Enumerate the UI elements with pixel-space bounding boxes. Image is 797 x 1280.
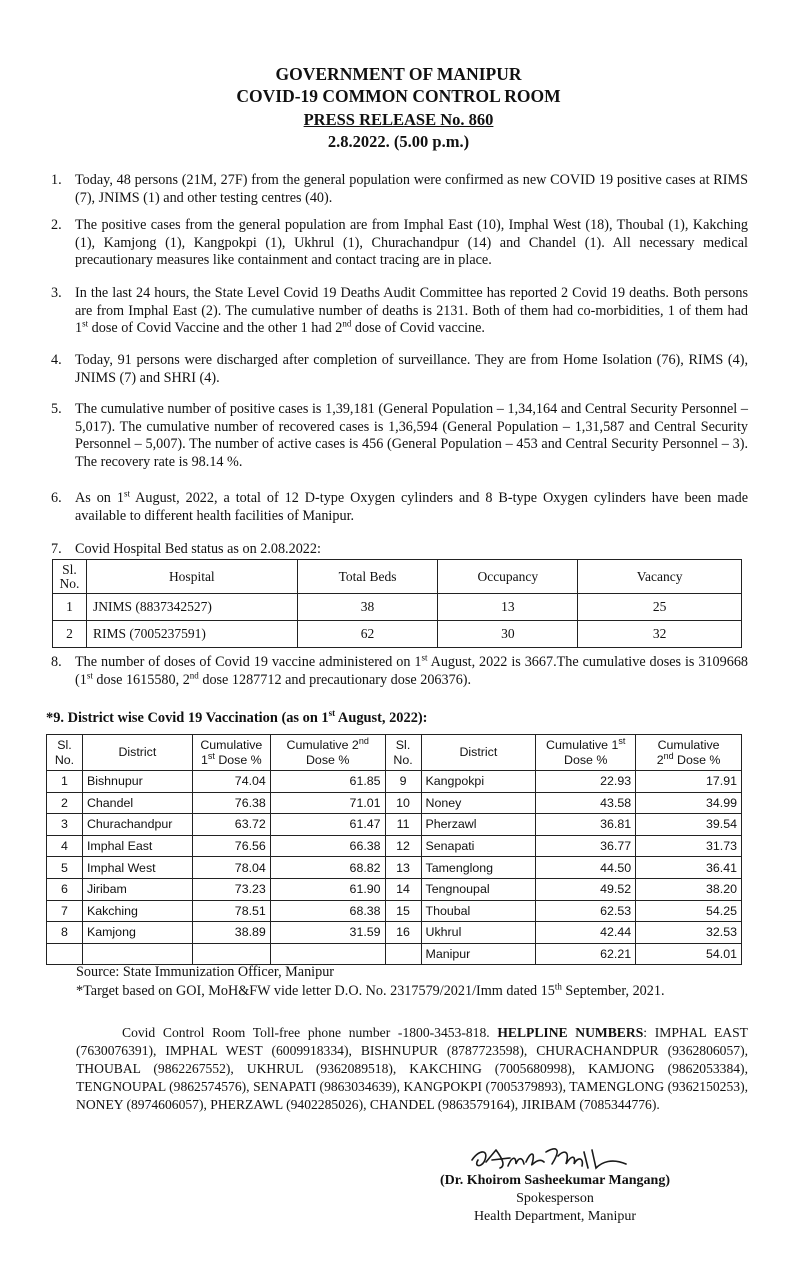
header-sl-no: Sl. No. [47,735,83,771]
cell-sl: 2 [53,621,87,648]
cell-2nd-dose: 68.38 [270,900,385,922]
cell-district: Kakching [82,900,192,922]
cell-2nd-dose: 39.54 [636,814,742,836]
cell-sl: 12 [385,835,421,857]
paragraph-8 [51,654,748,689]
cell-occupancy: 30 [438,621,578,648]
table-row [47,857,742,879]
cell-district: Ukhrul [421,922,536,944]
cell-sl: 11 [385,814,421,836]
cell-1st-dose: 78.51 [192,900,270,922]
cell-1st-dose: 43.58 [536,792,636,814]
table-row [47,878,742,900]
table-row-total [47,943,742,965]
cell-2nd-dose: 31.73 [636,835,742,857]
cell-district: Bishnupur [82,771,192,793]
cell-sl: 6 [47,878,83,900]
cell-district: Manipur [421,943,536,965]
header-occupancy: Occupancy [438,560,578,594]
table-row [53,621,742,648]
header-hospital: Hospital [86,560,297,594]
cell-sl: 7 [47,900,83,922]
paragraph-text: Today, 48 persons (21M, 27F) from the general population were confirmed as new COVID 19 positive cases at RIMS (7), JNIMS (1) and other testing centres (40). [75,172,748,206]
cell-sl: 5 [47,857,83,879]
cell-district: Pherzawl [421,814,536,836]
cell-district: Kamjong [82,922,192,944]
source-note: Source: State Immunization Officer, Manipur [76,964,335,980]
paragraph-number: 6. [51,490,62,506]
cell-2nd-dose: 54.01 [636,943,742,965]
cell-1st-dose: 63.72 [192,814,270,836]
cell-sl: 3 [47,814,83,836]
cell-sl: 1 [47,771,83,793]
cell-2nd-dose: 66.38 [270,835,385,857]
cell-district: Tamenglong [421,857,536,879]
cell-total: 38 [297,594,438,621]
header-cumulative-1st-dose: Cumulative 1st Dose % [192,735,270,771]
paragraph-1 [51,172,748,207]
cell-hospital: JNIMS (8837342527) [86,594,297,621]
cell-sl: 2 [47,792,83,814]
paragraph-number: 1. [51,172,62,188]
cell-district: Tengnoupal [421,878,536,900]
cell-1st-dose: 38.89 [192,922,270,944]
cell-2nd-dose: 54.25 [636,900,742,922]
cell-sl: 13 [385,857,421,879]
cell-district: Jiribam [82,878,192,900]
cell-district: Thoubal [421,900,536,922]
header-control-room: COVID-19 COMMON CONTROL ROOM [236,86,561,106]
cell-2nd-dose: 38.20 [636,878,742,900]
cell-sl: 10 [385,792,421,814]
cell-1st-dose: 76.56 [192,835,270,857]
paragraph-3 [51,285,748,338]
cell-1st-dose: 74.04 [192,771,270,793]
header-sl-no: Sl. No. [53,560,87,594]
press-release-number: PRESS RELEASE No. 860 [303,110,494,129]
paragraph-number: 8. [51,654,62,670]
header-cumulative-1st-dose-right: Cumulative 1st Dose % [536,735,636,771]
cell-1st-dose: 73.23 [192,878,270,900]
paragraph-number: 2. [51,217,62,233]
cell-1st-dose: 49.52 [536,878,636,900]
paragraph-number: 4. [51,352,62,368]
cell-district: Noney [421,792,536,814]
cell-sl: 9 [385,771,421,793]
paragraph-4 [51,352,748,387]
cell-sl: 16 [385,922,421,944]
cell-1st-dose: 42.44 [536,922,636,944]
cell-district: Imphal West [82,857,192,879]
vaccination-table [46,734,742,965]
cell-vacancy: 32 [578,621,742,648]
header-government: GOVERNMENT OF MANIPUR [275,64,522,84]
cell-2nd-dose: 34.99 [636,792,742,814]
cell-1st-dose: 62.53 [536,900,636,922]
cell-sl: 8 [47,922,83,944]
header-cumulative-2nd-dose: Cumulative 2nd Dose % [270,735,385,771]
cell-occupancy: 13 [438,594,578,621]
paragraph-text: Today, 91 persons were discharged after completion of surveillance. They are from Home Isolation (76), RIMS (4), JNIMS (7) and SHRI (4). [75,352,748,386]
paragraph-6 [51,490,748,525]
cell-1st-dose: 22.93 [536,771,636,793]
cell-sl: 15 [385,900,421,922]
paragraph-number: 7. [51,541,62,557]
cell-1st-dose: 44.50 [536,857,636,879]
cell-1st-dose: 62.21 [536,943,636,965]
paragraph-7 [51,541,748,559]
paragraph-text: The number of doses of Covid 19 vaccine administered on 1st August, 2022 is 3667.The cumulative doses is 3109668 (1st dose 1615580, 2nd dose 1287712 and precautionary dose 206376). [75,652,749,688]
paragraph-text: The positive cases from the general population are from Imphal East (10), Imphal West (18), Thoubal (1), Kakching (1), Kamjong (1), Kangpokpi (1), Ukhrul (1), Churachandpur (14) and Chandel (1). All necessary medical precautionary measures like containment and contact tracing are in place. [75,217,748,268]
cell-2nd-dose: 71.01 [270,792,385,814]
section-9-heading: *9. District wise Covid 19 Vaccination (as on 1st August, 2022): [46,708,428,726]
cell-sl: 4 [47,835,83,857]
table-row [47,835,742,857]
signatory-role: Spokesperson [516,1191,594,1206]
hospital-bed-table [52,559,742,648]
helpline-numbers: Covid Control Room Toll-free phone number -1800-3453-818. HELPLINE NUMBERS: IMPHAL EAST (7630076391), IMPHAL WEST (6009918334), BISHNUPUR (8787723598), CHURACHANDPUR (9362806057), THOUBAL (9862267552), UKHRUL (9362089518), KAKCHING (7005680998), KAMJONG (9862053384), TENGNOUPAL (9862574576), SENAPATI (9863034639), KANGPOKPI (7005379893), TAMENGLONG (9362150253), NONEY (8974606057), PHERZAWL (9402285026), CHANDEL (9863579164), JIRIBAM (7085344776). [76,1025,748,1112]
header-district: District [82,735,192,771]
table-row [47,814,742,836]
table-header-row [53,560,742,594]
cell-district: Chandel [82,792,192,814]
paragraph-number: 5. [51,401,62,417]
paragraph-text: In the last 24 hours, the State Level Covid 19 Deaths Audit Committee has reported 2 Covid 19 deaths. Both persons are from Imphal East (2). The cumulative number of deaths is 2131. Both of them had co-morbidities, 1 of them had 1st dose of Covid Vaccine and the other 1 had 2nd dose of Covid vaccine. [75,285,748,336]
paragraph-2 [51,217,748,270]
cell-district: Imphal East [82,835,192,857]
table-row [53,594,742,621]
cell-2nd-dose: 68.82 [270,857,385,879]
header-sl-no-right: Sl. No. [385,735,421,771]
cell-2nd-dose: 61.85 [270,771,385,793]
signature-image [466,1136,636,1176]
paragraph-text: As on 1st August, 2022, a total of 12 D-type Oxygen cylinders and 8 B-type Oxygen cylinders have been made available to different health facilities of Manipur. [75,488,748,524]
header-district-right: District [421,735,536,771]
table-row [47,792,742,814]
table-row [47,922,742,944]
cell-2nd-dose: 31.59 [270,922,385,944]
signatory-department: Health Department, Manipur [473,1209,637,1224]
cell-total: 62 [297,621,438,648]
cell-1st-dose: 36.81 [536,814,636,836]
header-total-beds: Total Beds [297,560,438,594]
paragraph-text: Covid Hospital Bed status as on 2.08.2022: [75,541,321,557]
cell-2nd-dose: 36.41 [636,857,742,879]
cell-vacancy: 25 [578,594,742,621]
paragraph-number: 3. [51,285,62,301]
paragraph-text: The cumulative number of positive cases is 1,39,181 (General Population – 1,34,164 and Central Security Personnel – 5,017). The cumulative number of recovered cases is 1,36,594 (General Population – 1,31,587 and Central Security Personnel – 5,007). The number of active cases is 456 (General Population – 453 and Central Security Personnel – 3). The recovery rate is 98.14 %. [75,401,748,470]
table-row [47,771,742,793]
cell-sl: 1 [53,594,87,621]
cell-1st-dose: 76.38 [192,792,270,814]
table-row [47,900,742,922]
release-datetime: 2.8.2022. (5.00 p.m.) [327,132,470,151]
cell-1st-dose: 78.04 [192,857,270,879]
cell-2nd-dose: 61.47 [270,814,385,836]
cell-2nd-dose: 61.90 [270,878,385,900]
signatory-name: (Dr. Khoirom Sasheekumar Mangang) [440,1173,670,1188]
cell-district: Senapati [421,835,536,857]
target-note: *Target based on GOI, MoH&FW vide letter D.O. No. 2317579/2021/Imm dated 15th September, 2021. [76,981,665,999]
cell-1st-dose: 36.77 [536,835,636,857]
cell-district: Churachandpur [82,814,192,836]
cell-sl: 14 [385,878,421,900]
cell-hospital: RIMS (7005237591) [86,621,297,648]
header-vacancy: Vacancy [578,560,742,594]
header-cumulative-2nd-dose-right: Cumulative 2nd Dose % [636,735,742,771]
cell-district: Kangpokpi [421,771,536,793]
cell-2nd-dose: 32.53 [636,922,742,944]
paragraph-5 [51,401,748,471]
cell-2nd-dose: 17.91 [636,771,742,793]
table-header-row [47,735,742,771]
